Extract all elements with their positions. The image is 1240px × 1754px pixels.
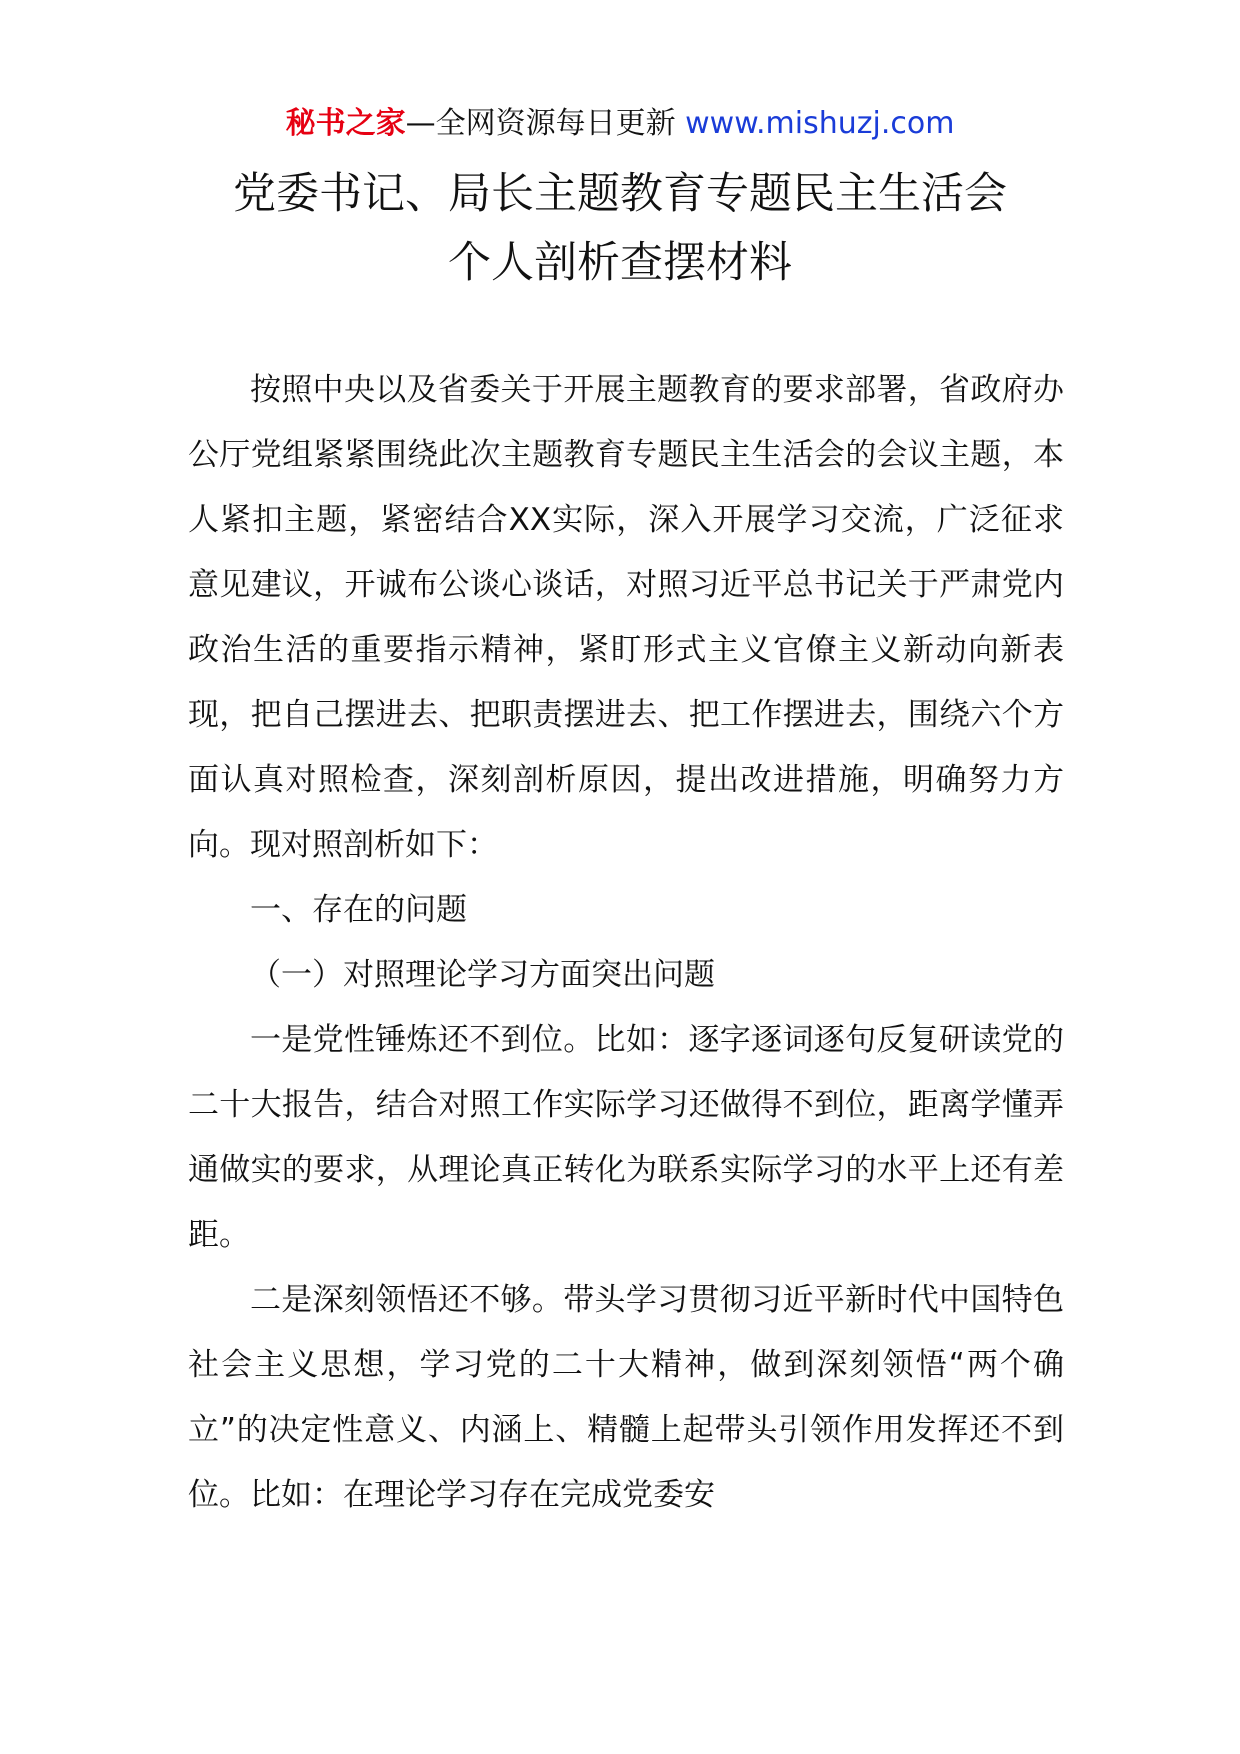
title-line-2: 个人剖析查摆材料 <box>448 238 792 288</box>
document-title <box>0 160 1240 298</box>
title-line-1: 党委书记、局长主题教育专题民主生活会 <box>233 169 1007 219</box>
body-paragraph: 二是深刻领悟还不够。带头学习贯彻习近平新时代中国特色社会主义思想，学习党的二十大精神，做到深刻领悟“两个确立”的决定性意义、内涵上、精髓上起带头引领作用发挥还不到位。比如：在理论学习存在完成党委安 <box>188 1282 1064 1513</box>
subsection-heading: （一）对照理论学习方面突出问题 <box>250 957 715 993</box>
section-heading: 一、存在的问题 <box>250 892 467 928</box>
brand-name: 秘书之家 <box>285 106 406 141</box>
intro-paragraph: 按照中央以及省委关于开展主题教育的要求部署，省政府办公厅党组紧紧围绕此次主题教育专题民主生活会的会议主题，本人紧扣主题，紧密结合XX实际，深入开展学习交流，广泛征求意见建议，开诚布公谈心谈话，对照习近平总书记关于严肃党内政治生活的重要指示精神，紧盯形式主义官僚主义新动向新表现，把自己摆进去、把职责摆进去、把工作摆进去，围绕六个方面认真对照检查，深刻剖析原因，提出改进措施，明确努力方向。现对照剖析如下： <box>188 372 1064 863</box>
body-paragraph: 一是党性锤炼还不到位。比如：逐字逐词逐句反复研读党的二十大报告，结合对照工作实际学习还做得不到位，距离学懂弄通做实的要求，从理论真正转化为联系实际学习的水平上还有差距。 <box>188 1022 1064 1253</box>
header-tagline: —全网资源每日更新 <box>405 106 686 141</box>
site-url[interactable]: www.mishuzj.com <box>685 106 955 141</box>
document-body <box>188 358 1064 1528</box>
site-header <box>0 104 1240 144</box>
